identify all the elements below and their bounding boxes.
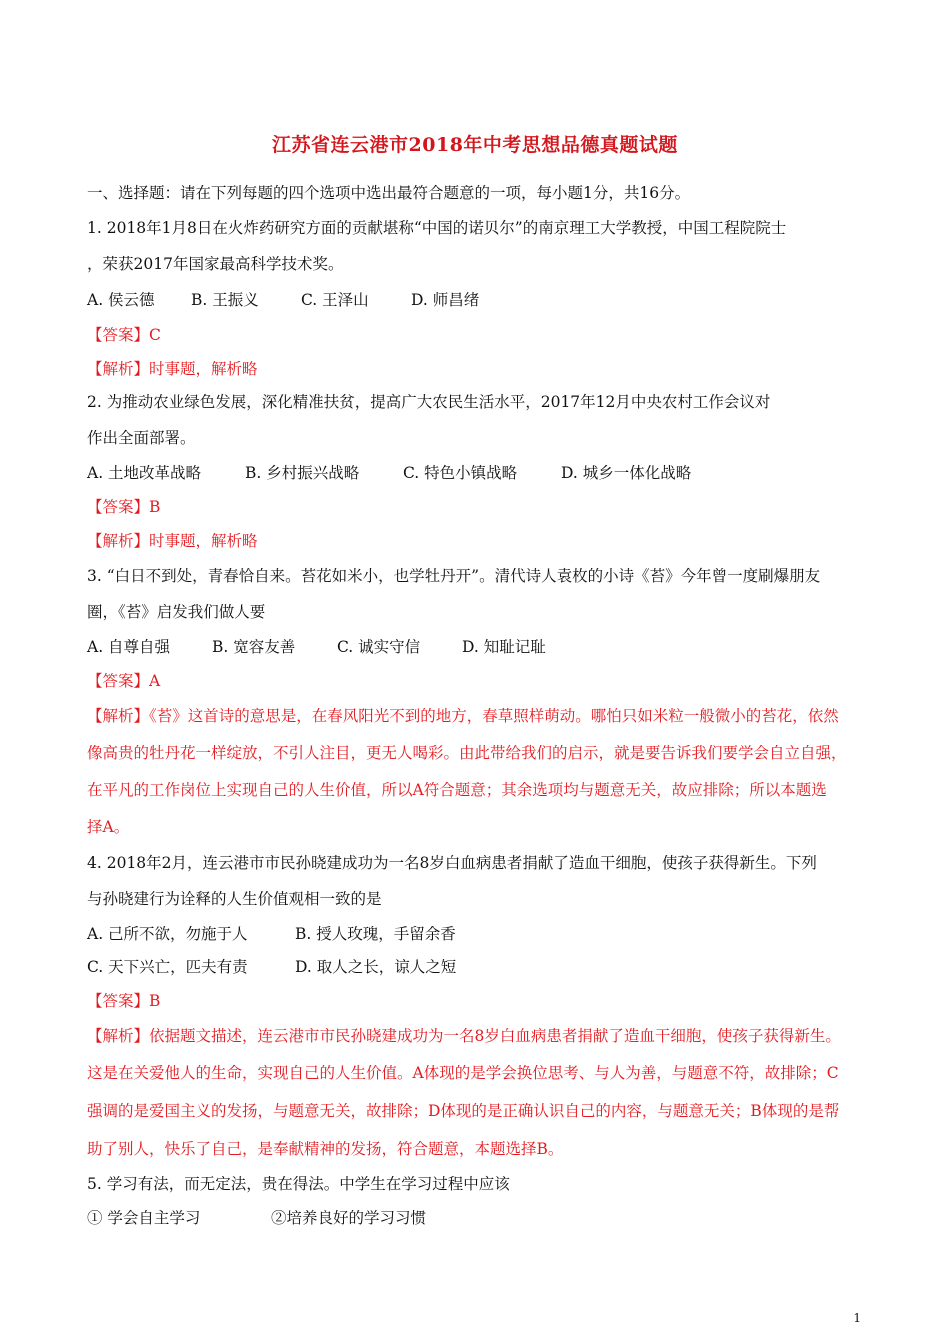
- q2-analysis: 【解析】时事题，解析略: [87, 532, 258, 550]
- q3-answer: 【答案】A: [87, 672, 161, 690]
- q4-option-b: B. 授人玫瑰，手留余香: [295, 925, 456, 943]
- q4-answer: 【答案】B: [87, 992, 161, 1010]
- q3-analysis-line3: 在平凡的工作岗位上实现自己的人生价值，所以A符合题意；其余选项均与题意无关，故应排除；所以本题选: [87, 781, 827, 799]
- q5-items: [87, 1208, 426, 1228]
- q3-analysis-line4: 择A。: [87, 818, 130, 836]
- q2-option-a: A. 土地改革战略: [87, 464, 202, 482]
- page-number: 1: [853, 1311, 861, 1325]
- q4-option-d: D. 取人之长，谅人之短: [295, 958, 457, 976]
- q4-option-c: C. 天下兴亡，匹夫有责: [87, 958, 248, 976]
- q3-stem-line2: 圈，《苔》启发我们做人要: [87, 603, 266, 621]
- q3-option-a: A. 自尊自强: [87, 638, 171, 656]
- q1-answer: 【答案】C: [87, 326, 161, 344]
- q1-stem-line2: ，荣获2017年国家最高科学技术奖。: [87, 255, 344, 273]
- section-header: 一、选择题：请在下列每题的四个选项中选出最符合题意的一项，每小题1分，共16分。: [87, 184, 691, 202]
- q1-option-c: C. 王泽山: [301, 291, 369, 309]
- q3-stem-line1: 3. “白日不到处，青春恰自来。苔花如米小，也学牡丹开”。清代诗人袁枚的小诗《苔》今年曾一度刷爆朋友: [87, 567, 821, 585]
- q1-option-d: D. 师昌绪: [411, 291, 480, 309]
- q4-analysis-line1: 【解析】依据题文描述，连云港市市民孙晓建成功为一名8岁白血病患者捐献了造血干细胞，使孩子获得新生。: [87, 1027, 841, 1045]
- q2-option-b: B. 乡村振兴战略: [245, 464, 360, 482]
- q3-option-b: B. 宽容友善: [212, 638, 296, 656]
- q2-option-c: C. 特色小镇战略: [403, 464, 518, 482]
- q5-item-1: ① 学会自主学习: [87, 1209, 201, 1227]
- q4-analysis-line4: 助了别人，快乐了自己，是奉献精神的发扬，符合题意，本题选择B。: [87, 1140, 564, 1158]
- q5-item-2: ②培养良好的学习习惯: [271, 1209, 427, 1227]
- q5-stem: 5. 学习有法，而无定法，贵在得法。中学生在学习过程中应该: [87, 1175, 510, 1193]
- q2-option-d: D. 城乡一体化战略: [561, 464, 692, 482]
- q3-option-c: C. 诚实守信: [337, 638, 421, 656]
- q4-options-row1: [87, 924, 456, 944]
- q2-stem-line2: 作出全面部署。: [87, 429, 196, 447]
- q4-stem-line2: 与孙晓建行为诠释的人生价值观相一致的是: [87, 890, 382, 908]
- q2-stem-line1: 2. 为推动农业绿色发展，深化精准扶贫，提高广大农民生活水平，2017年12月中央农村工作会议对: [87, 393, 771, 411]
- q1-analysis: 【解析】时事题，解析略: [87, 360, 258, 378]
- q4-analysis-line3: 强调的是爱国主义的发扬，与题意无关，故排除；D体现的是正确认识自己的内容，与题意无关；B体现的是帮: [87, 1102, 840, 1120]
- q4-stem-line1: 4. 2018年2月，连云港市市民孙晓建成功为一名8岁白血病患者捐献了造血干细胞，使孩子获得新生。下列: [87, 854, 817, 872]
- q3-option-d: D. 知耻记耻: [462, 638, 546, 656]
- q3-options: [87, 637, 546, 657]
- q1-stem-line1: 1. 2018年1月8日在火炸药研究方面的贡献堪称“中国的诺贝尔”的南京理工大学教授，中国工程院院士: [87, 219, 787, 237]
- q3-analysis-line2: 像高贵的牡丹花一样绽放，不引人注目，更无人喝彩。由此带给我们的启示，就是要告诉我们要学会自立自强，: [87, 744, 847, 762]
- q2-answer: 【答案】B: [87, 498, 161, 516]
- q1-options: [87, 290, 479, 310]
- q1-option-b: B. 王振义: [191, 291, 259, 309]
- q4-analysis-line2: 这是在关爱他人的生命，实现自己的人生价值。A体现的是学会换位思考、与人为善，与题意不符，故排除；C: [87, 1064, 839, 1082]
- q4-option-a: A. 己所不欲，勿施于人: [87, 925, 248, 943]
- q4-options-row2: [87, 957, 456, 977]
- page-title: 江苏省连云港市2018年中考思想品德真题试题: [272, 134, 678, 156]
- q3-analysis-line1: 【解析】《苔》这首诗的意思是，在春风阳光不到的地方，春草照样萌动。哪怕只如米粒一般微小的苔花，依然: [87, 707, 839, 725]
- q2-options: [87, 463, 691, 483]
- q1-option-a: A. 侯云德: [87, 291, 155, 309]
